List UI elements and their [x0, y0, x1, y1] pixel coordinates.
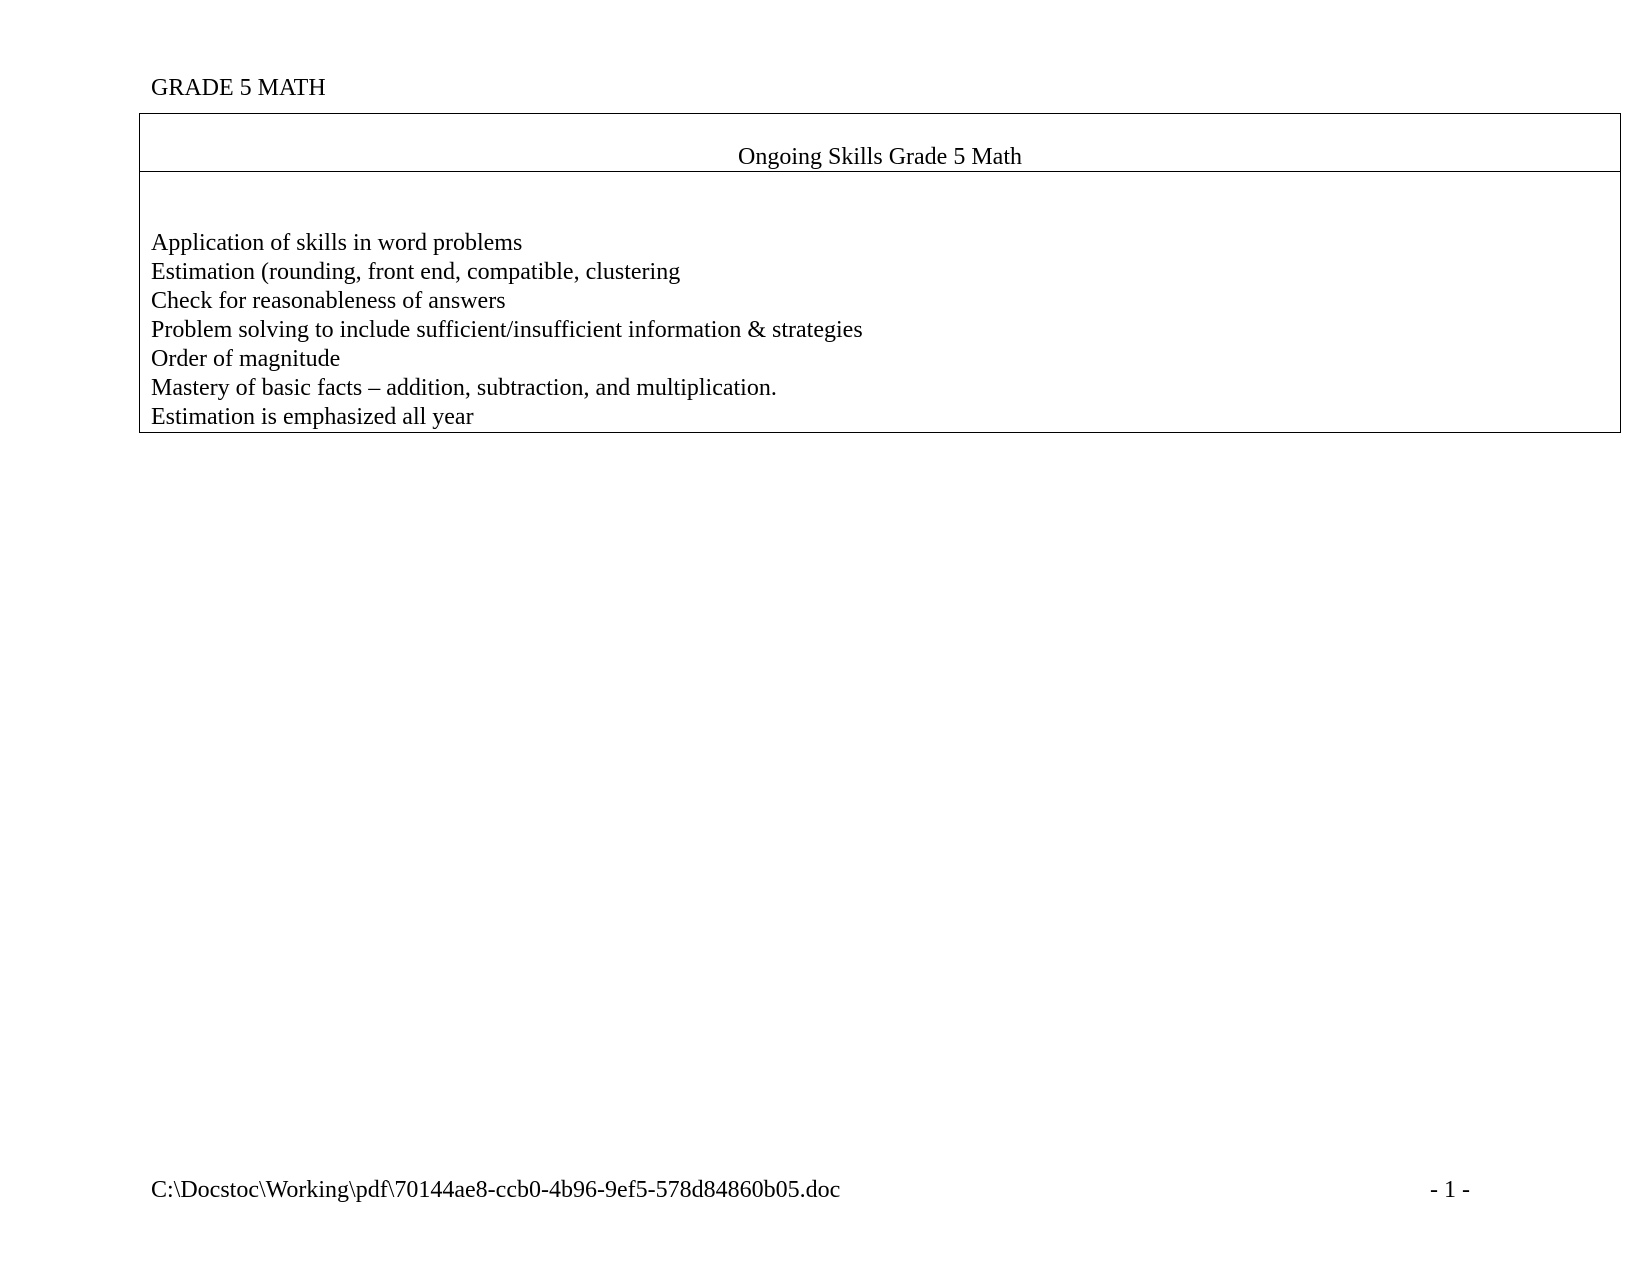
- list-item: Mastery of basic facts – addition, subtraction, and multiplication.: [151, 375, 777, 401]
- table-body-cell: [140, 172, 1620, 432]
- footer-page-number: - 1 -: [1430, 1177, 1470, 1203]
- table-title: Ongoing Skills Grade 5 Math: [738, 144, 1022, 170]
- footer-file-path: C:\Docstoc\Working\pdf\70144ae8-ccb0-4b96-9ef5-578d84860b05.doc: [151, 1177, 841, 1203]
- list-item: Estimation (rounding, front end, compatible, clustering: [151, 259, 681, 285]
- document-header: GRADE 5 MATH: [151, 75, 326, 101]
- ongoing-skills-table: [139, 113, 1621, 433]
- list-item: Problem solving to include sufficient/insufficient information & strategies: [151, 317, 863, 343]
- list-item: Estimation is emphasized all year: [151, 404, 474, 430]
- list-item: Order of magnitude: [151, 346, 341, 372]
- skills-list: [151, 229, 863, 432]
- list-item: Check for reasonableness of answers: [151, 288, 506, 314]
- table-title-cell: [140, 114, 1620, 172]
- list-item: Application of skills in word problems: [151, 230, 523, 256]
